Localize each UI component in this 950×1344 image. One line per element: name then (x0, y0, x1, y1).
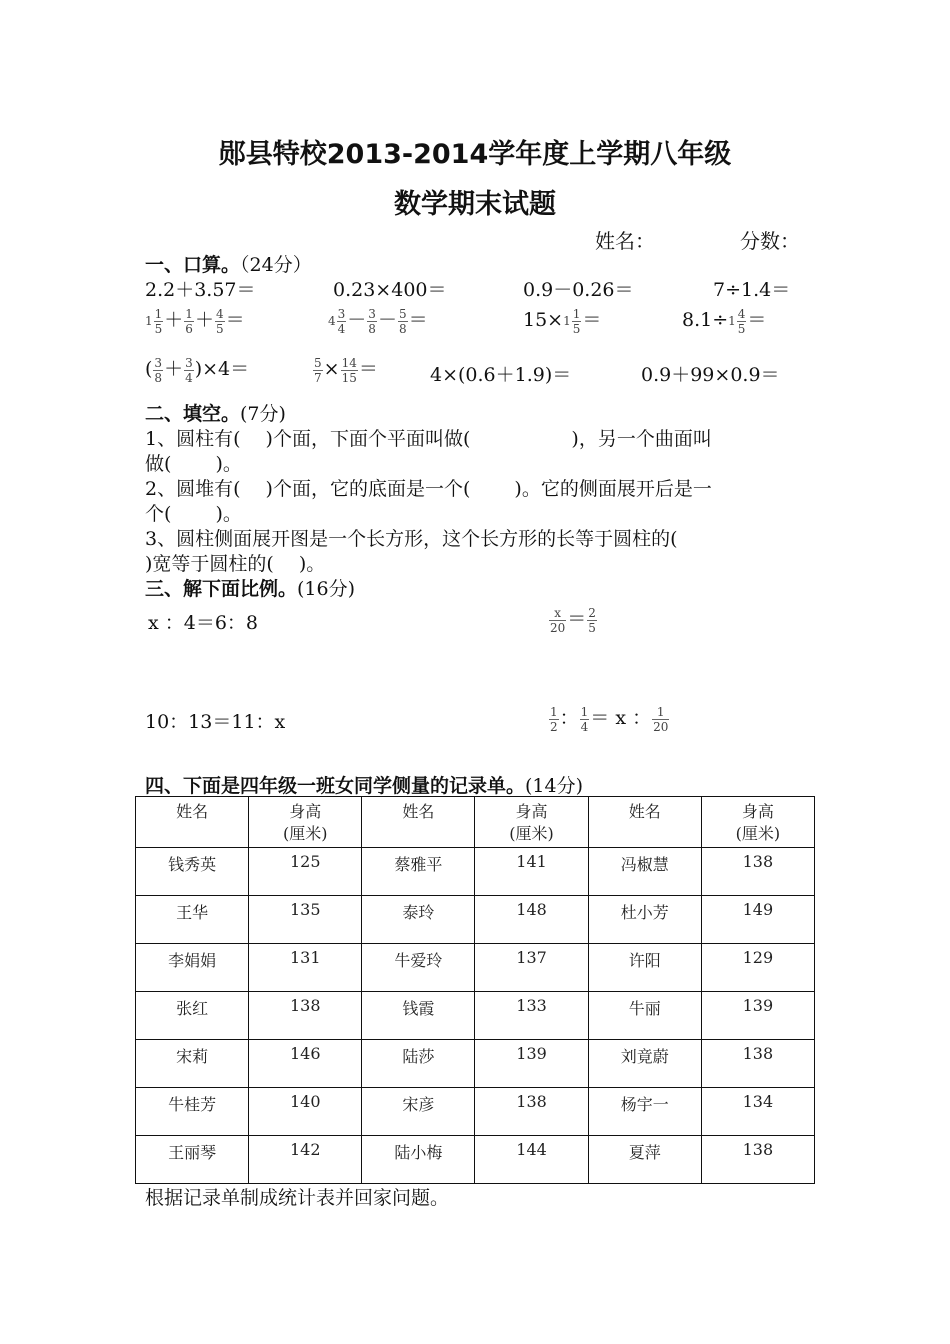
calc-1-3: 0.9－0.26＝ (523, 279, 634, 301)
header-cell: 姓名 (588, 797, 701, 848)
record-table (135, 796, 815, 1184)
fill-line-6: )宽等于圆柱的( )。 (145, 553, 326, 575)
table-cell: 139 (475, 1040, 588, 1088)
table-row (136, 1136, 815, 1184)
table-cell: 杨宇一 (588, 1088, 701, 1136)
header-cell: 姓名 (362, 797, 475, 848)
table-cell: 李娟娟 (136, 944, 249, 992)
table-row (136, 1088, 815, 1136)
calc-1-4: 7÷1.4＝ (713, 279, 791, 301)
table-cell: 钱霞 (362, 992, 475, 1040)
table-cell: 138 (701, 1136, 814, 1184)
table-cell: 许阳 (588, 944, 701, 992)
table-cell: 138 (701, 848, 814, 896)
proportion-4: $\frac{1}{2}$ ： $\frac{1}{4}$ ＝ x ： $\frac{1}{20}$ (550, 704, 669, 734)
name-label: 姓名： (595, 229, 655, 253)
proportion-2: $\frac{x}{20}$ ＝ $\frac{2}{5}$ (550, 605, 596, 635)
fill-line-3: 2、圆堆有( )个面，它的底面是一个( )。它的侧面展开后是一 (145, 478, 712, 500)
table-cell: 146 (249, 1040, 362, 1088)
page-title: 郧县特校2013-2014学年度上学期八年级 (218, 139, 732, 170)
calc-1-1: 2.2＋3.57＝ (145, 279, 256, 301)
header-cell: 姓名 (136, 797, 249, 848)
fill-line-2: 做( )。 (145, 453, 242, 475)
table-cell: 148 (475, 896, 588, 944)
fill-line-1: 1、圆柱有( )个面，下面个平面叫做( )，另一个曲面叫 (145, 428, 712, 450)
table-cell: 牛爱玲 (362, 944, 475, 992)
table-cell: 王丽琴 (136, 1136, 249, 1184)
table-cell: 135 (249, 896, 362, 944)
header-cell: 身高 (厘米) (475, 797, 588, 848)
table-header-row (136, 797, 815, 848)
calc-2-4: 8.1÷1 $\frac{4}{5}$ ＝ (682, 306, 767, 336)
proportion-3: 10：13＝11：x (145, 711, 286, 733)
table-row (136, 944, 815, 992)
table-cell: 宋莉 (136, 1040, 249, 1088)
calc-3-2: $\frac{5}{7}$ × $\frac{14}{15}$ ＝ (314, 355, 378, 385)
table-cell: 141 (475, 848, 588, 896)
section4-heading: 四、下面是四年级一班女同学侧量的记录单。(14分) (145, 775, 584, 797)
table-cell: 蔡雅平 (362, 848, 475, 896)
table-cell: 137 (475, 944, 588, 992)
table-cell: 142 (249, 1136, 362, 1184)
table-cell: 杜小芳 (588, 896, 701, 944)
table-cell: 144 (475, 1136, 588, 1184)
calc-2-3: 15×1 $\frac{1}{5}$ ＝ (523, 306, 602, 336)
table-cell: 138 (701, 1040, 814, 1088)
calc-2-1: 1 $\frac{1}{5}$ ＋ $\frac{1}{6}$ ＋ $\frac{4}{5}$ ＝ (145, 306, 245, 336)
table-cell: 冯椒慧 (588, 848, 701, 896)
table-cell: 陆小梅 (362, 1136, 475, 1184)
table-cell: 牛桂芳 (136, 1088, 249, 1136)
table-cell: 134 (701, 1088, 814, 1136)
table-cell: 泰玲 (362, 896, 475, 944)
table-cell: 140 (249, 1088, 362, 1136)
calc-3-3: 4×(0.6＋1.9)＝ (430, 364, 572, 386)
page-subtitle: 数学期末试题 (394, 189, 556, 220)
table-row (136, 896, 815, 944)
calc-3-1: ( $\frac{3}{8}$ ＋ $\frac{3}{4}$ )×4＝ (145, 355, 250, 385)
table-cell: 陆莎 (362, 1040, 475, 1088)
table-cell: 138 (249, 992, 362, 1040)
table-cell: 钱秀英 (136, 848, 249, 896)
section1-heading: 一、口算。（24分） (145, 254, 312, 276)
table-row (136, 992, 815, 1040)
header-cell: 身高 (厘米) (249, 797, 362, 848)
table-cell: 刘竟蔚 (588, 1040, 701, 1088)
table-row (136, 1040, 815, 1088)
table-cell: 125 (249, 848, 362, 896)
table-cell: 139 (701, 992, 814, 1040)
table-cell: 149 (701, 896, 814, 944)
table-cell: 王华 (136, 896, 249, 944)
score-label: 分数： (740, 229, 800, 253)
table-cell: 129 (701, 944, 814, 992)
calc-1-2: 0.23×400＝ (333, 279, 447, 301)
table-cell: 131 (249, 944, 362, 992)
table-cell: 夏萍 (588, 1136, 701, 1184)
fill-line-5: 3、圆柱侧面展开图是一个长方形，这个长方形的长等于圆柱的( (145, 528, 678, 550)
table-row (136, 848, 815, 896)
table-cell: 133 (475, 992, 588, 1040)
table-cell: 138 (475, 1088, 588, 1136)
table-cell: 张红 (136, 992, 249, 1040)
section3-heading: 三、解下面比例。(16分) (145, 578, 356, 600)
fill-line-4: 个( )。 (145, 503, 242, 525)
table-cell: 宋彦 (362, 1088, 475, 1136)
calc-3-4: 0.9＋99×0.9＝ (641, 364, 780, 386)
table-cell: 牛丽 (588, 992, 701, 1040)
section2-heading: 二、填空。(7分) (145, 403, 286, 425)
proportion-1: x ：4＝6：8 (148, 612, 259, 634)
calc-2-2: 4 $\frac{3}{4}$ － $\frac{3}{8}$ － $\frac{5}{8}$ ＝ (328, 306, 428, 336)
header-cell: 身高 (厘米) (701, 797, 814, 848)
table-footer-note: 根据记录单制成统计表并回家问题。 (145, 1187, 450, 1209)
